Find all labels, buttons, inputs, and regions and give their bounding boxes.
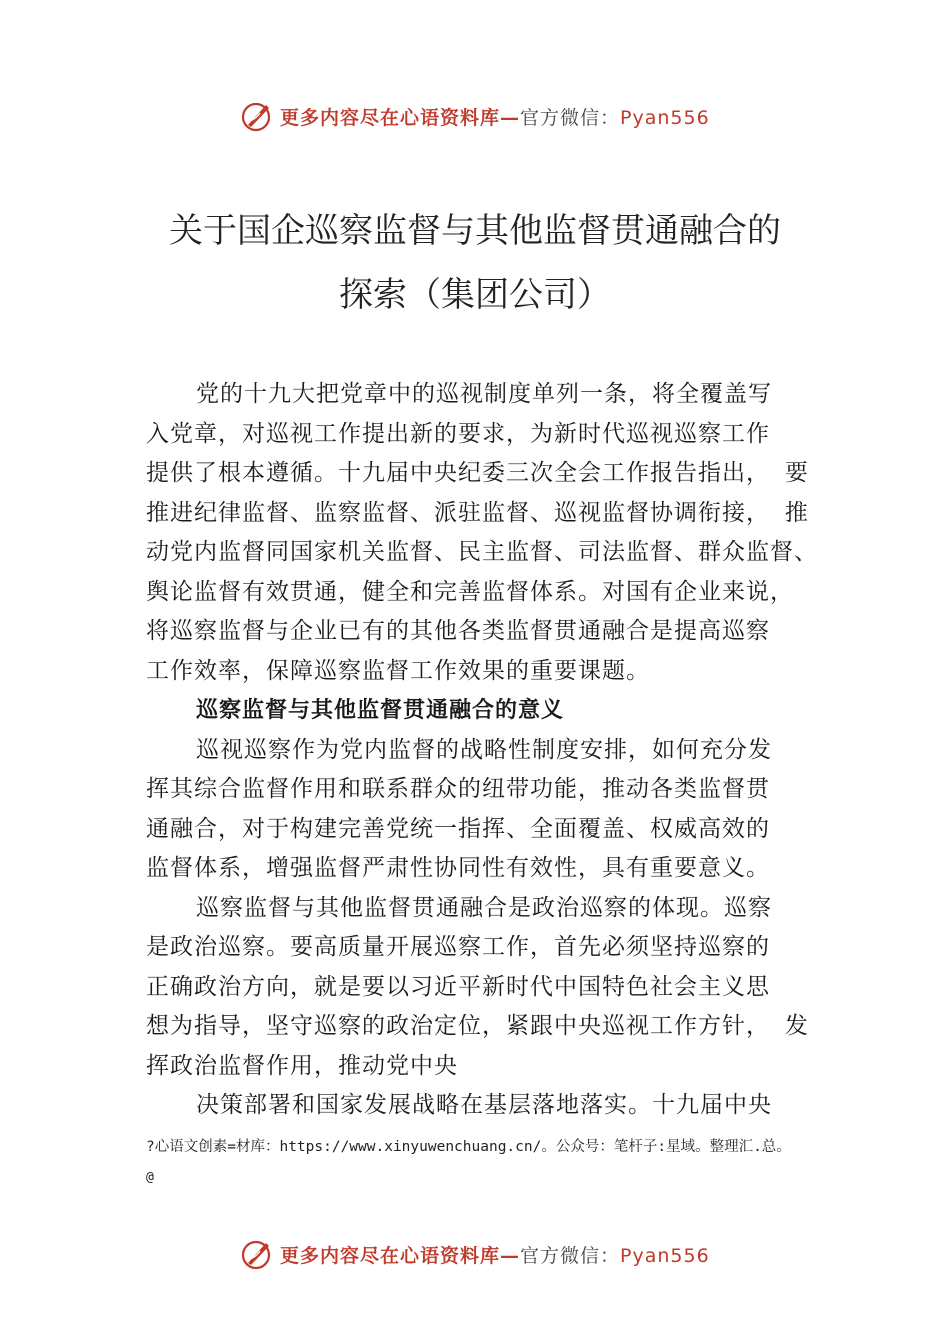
banner-dash: —: [500, 1244, 521, 1267]
banner-main: 更多内容尽在心语资料库: [280, 1244, 501, 1267]
banner-main: 更多内容尽在心语资料库: [280, 106, 501, 129]
body-line: 党的十九大把党章中的巡视制度单列一条，将全覆盖写: [196, 381, 772, 407]
source-note: ?心语文创素=材库：https://www.xinyuwenchuang.cn/。公众号：笔杆子:星域。整理汇.总。: [146, 1139, 791, 1155]
header-banner: [240, 96, 740, 136]
footer-banner: [240, 1234, 740, 1274]
body-line: 入党章，对巡视工作提出新的要求，为新时代巡视巡察工作: [146, 420, 770, 447]
body-line: 巡察监督与其他监督贯通融合是政治巡察的体现。巡察: [196, 894, 772, 921]
document-title-line-1: 关于国企巡察监督与其他监督贯通融合的: [169, 211, 781, 251]
body-line: 监督体系，增强监督严肃性协同性有效性，具有重要意义。: [146, 855, 770, 881]
banner-official: 官方微信：: [520, 1244, 621, 1267]
at-mark: @: [146, 1170, 154, 1185]
body-line: 正确政治方向，就是要以习近平新时代中国特色社会主义思: [146, 973, 770, 1000]
banner-text: [280, 1241, 710, 1268]
body-line: 舆论监督有效贯通，健全和完善监督体系。对国有企业来说，: [146, 578, 794, 605]
body-line: 提供了根本遵循。十九届中央纪委三次全会工作报告指出， 要: [146, 460, 809, 486]
document-title-line-2: 探索（集团公司）: [339, 275, 611, 315]
body-line: 将巡察监督与企业已有的其他各类监督贯通融合是提高巡察: [146, 618, 770, 644]
body-line: 挥政治监督作用，推动党中央: [146, 1052, 458, 1079]
banner-official: 官方微信：: [520, 106, 621, 129]
body-line: 想为指导，坚守巡察的政治定位，紧跟中央巡视工作方针， 发: [146, 1013, 809, 1039]
quill-pen-logo-icon: [240, 1237, 274, 1271]
banner-text: [280, 103, 710, 130]
banner-wechat-id: Pyan556: [620, 106, 710, 129]
body-line: 通融合，对于构建完善党统一指挥、全面覆盖、权威高效的: [146, 815, 770, 842]
body-line: 挥其综合监督作用和联系群众的纽带功能，推动各类监督贯: [146, 776, 770, 802]
body-line: 决策部署和国家发展战略在基层落地落实。十九届中央: [196, 1092, 772, 1118]
banner-dash: —: [500, 106, 521, 129]
banner-wechat-id: Pyan556: [620, 1244, 710, 1267]
section-heading: 巡察监督与其他监督贯通融合的意义: [196, 698, 565, 723]
quill-pen-logo-icon: [240, 99, 274, 133]
document-body: [146, 375, 818, 1126]
body-line: 巡视巡察作为党内监督的战略性制度安排，如何充分发: [196, 736, 772, 763]
body-line: 是政治巡察。要高质量开展巡察工作，首先必须坚持巡察的: [146, 934, 770, 960]
body-line: 推进纪律监督、监察监督、派驻监督、巡视监督协调衔接， 推: [146, 499, 809, 526]
body-line: 动党内监督同国家机关监督、民主监督、司法监督、群众监督、: [146, 539, 818, 565]
body-line: 工作效率，保障巡察监督工作效果的重要课题。: [146, 657, 650, 684]
